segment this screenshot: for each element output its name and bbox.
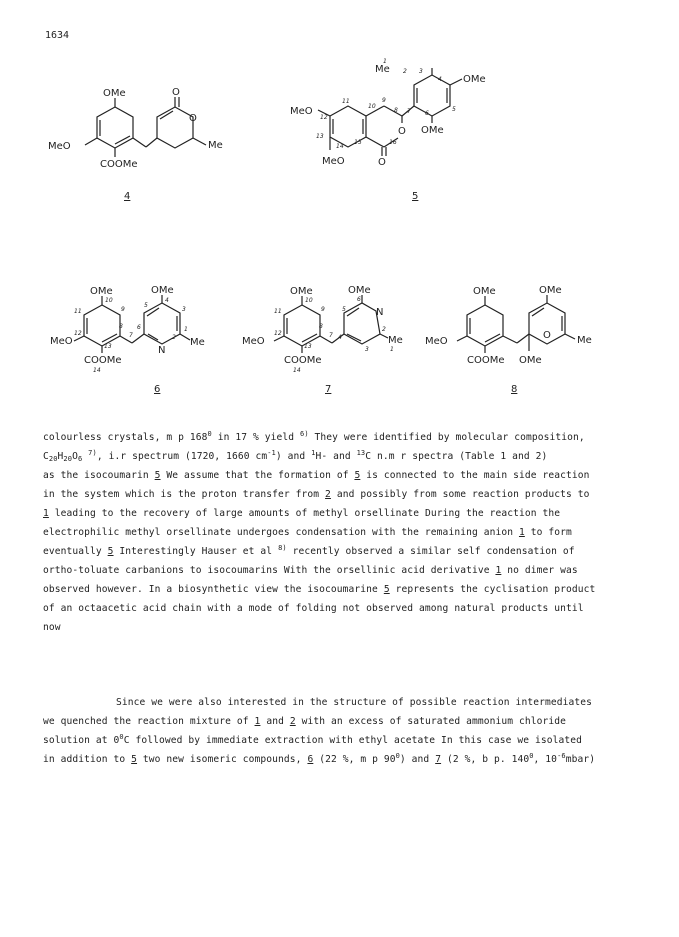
s5-num-9: 9	[382, 97, 386, 104]
s6-num-7: 7	[129, 332, 133, 339]
s6-me: Me	[190, 337, 205, 348]
s6-num-9: 9	[121, 306, 125, 313]
s4-o-ring: O	[189, 113, 197, 124]
compound-label-8: 8	[511, 384, 518, 395]
s7-num-1: 1	[390, 346, 394, 353]
s5-meo-bottom: MeO	[322, 156, 345, 167]
s5-o-ring: O	[398, 126, 406, 137]
s5-num-1: 1	[383, 58, 387, 65]
s4-meo: MeO	[48, 141, 71, 152]
structure-7	[240, 283, 415, 378]
s7-num-2: 2	[382, 326, 386, 333]
s5-num-11: 11	[342, 98, 350, 105]
s6-num-10: 10	[105, 297, 113, 304]
s5-num-7: 7	[407, 108, 411, 115]
s6-num-14: 14	[93, 367, 101, 374]
s5-num-15: 15	[354, 139, 362, 146]
s8-o-ring: O	[543, 330, 551, 341]
s7-n: N	[376, 307, 384, 318]
s4-coome: COOMe	[100, 159, 138, 170]
s7-num-5: 5	[342, 306, 346, 313]
s7-num-12: 12	[274, 330, 282, 337]
text-line: now	[43, 622, 61, 633]
s6-num-5: 5	[144, 302, 148, 309]
text-line: in addition to 5 two new isomeric compounds, 6 (22 %, m p $90^0$) and 7 (2 %, b p. $140^0$, $10^{-6}mbar$)	[43, 752, 596, 765]
s7-ome-left: OMe	[290, 286, 313, 297]
s8-coome: COOMe	[467, 355, 505, 366]
structure-8	[425, 283, 600, 378]
s6-num-13: 13	[104, 343, 112, 350]
structure-6	[50, 283, 225, 378]
s8-ome-right: OMe	[539, 285, 562, 296]
s7-num-3: 3	[365, 346, 369, 353]
text-line: Since we were also interested in the structure of possible reaction intermediates	[116, 697, 592, 708]
s6-num-4: 4	[165, 297, 169, 304]
s6-num-3: 3	[182, 306, 186, 313]
s5-num-2: 2	[403, 68, 407, 75]
text-line: in the system which is the proton transfer from 2 and possibly from some reaction products to	[43, 489, 590, 500]
s7-num-14: 14	[293, 367, 301, 374]
s5-meo-left: MeO	[290, 106, 313, 117]
text-line: as the isocoumarin 5 We assume that the formation of 5 is connected to the main side reaction	[43, 470, 590, 481]
s6-meo: MeO	[50, 336, 73, 347]
s5-num-5: 5	[452, 106, 456, 113]
s7-num-13: 13	[304, 343, 312, 350]
s7-num-6: 6	[357, 296, 361, 303]
s5-num-10: 10	[368, 103, 376, 110]
s6-num-2: 2	[172, 334, 176, 341]
s5-num-4: 4	[438, 76, 442, 83]
s8-ome-bottom: OMe	[519, 355, 542, 366]
text-line: solution at $0^0C$ followed by immediate extraction with ethyl acetate In this case we isolated	[43, 733, 583, 746]
s5-num-3: 3	[419, 68, 423, 75]
s7-num-8: 8	[319, 323, 323, 330]
compound-label-7: 7	[325, 384, 332, 395]
s5-num-6: 6	[425, 110, 429, 117]
text-line: observed however. In a biosynthetic view the isocoumarine 5 represents the cyclisation product	[43, 584, 596, 595]
text-line: 1 leading to the recovery of large amounts of methyl orsellinate During the reaction the	[43, 508, 561, 519]
s7-num-9: 9	[321, 306, 325, 313]
page-number: 1634	[45, 30, 70, 41]
s5-num-8: 8	[394, 107, 398, 114]
s6-num-8: 8	[119, 323, 123, 330]
s8-ome-left: OMe	[473, 286, 496, 297]
compound-label-5: 5	[412, 191, 419, 202]
s5-me: Me	[375, 64, 390, 75]
paragraph-2	[43, 693, 655, 769]
s7-me: Me	[388, 335, 403, 346]
s6-num-1: 1	[184, 326, 188, 333]
compound-label-4: 4	[124, 191, 131, 202]
s7-num-10: 10	[305, 297, 313, 304]
s6-coome: COOMe	[84, 355, 122, 366]
text-line: $C_{20}H_{20}O_6$ $^{7)}$, i.r spectrum (1720, 1660 $cm^{-1}$) and $^1$H- and $^{13}$C n.m r spectra (Table 1 and 2)	[43, 449, 548, 463]
s5-num-13: 13	[316, 133, 324, 140]
s5-num-16: 16	[389, 139, 397, 146]
text-line: electrophilic methyl orsellinate undergoes condensation with the remaining anion 1 to form	[43, 527, 572, 538]
s6-n: N	[158, 345, 166, 356]
s7-meo: MeO	[242, 336, 265, 347]
text-line: we quenched the reaction mixture of 1 and 2 with an excess of saturated ammonium chloride	[43, 716, 567, 727]
s7-num-7: 7	[329, 332, 333, 339]
s5-ome-top: OMe	[463, 74, 486, 85]
s7-num-4: 4	[338, 334, 342, 341]
text-line: ortho-toluate carbanions to isocoumarins With the orsellinic acid derivative 1 no dimer was	[43, 565, 578, 576]
s7-ome-right: OMe	[348, 285, 371, 296]
s7-coome: COOMe	[284, 355, 322, 366]
compound-label-6: 6	[154, 384, 161, 395]
s7-num-11: 11	[274, 308, 282, 315]
s6-ome-left: OMe	[90, 286, 113, 297]
s8-me: Me	[577, 335, 592, 346]
s5-ome-side: OMe	[421, 125, 444, 136]
s5-o-exo: O	[378, 157, 386, 168]
text-line: colourless crystals, m p $168^0$ in 17 % yield $^{6)}$ They were identified by molecular composition,	[43, 430, 585, 443]
s6-num-12: 12	[74, 330, 82, 337]
text-line: eventually 5 Interestingly Hauser et al $^{8)}$ recently observed a similar self condensation of	[43, 544, 575, 557]
s6-num-6: 6	[137, 324, 141, 331]
s4-me: Me	[208, 140, 223, 151]
paragraph-1	[43, 428, 655, 637]
s5-num-12: 12	[320, 114, 328, 121]
structure-5	[290, 58, 510, 178]
s4-ome: OMe	[103, 88, 126, 99]
s6-num-11: 11	[74, 308, 82, 315]
structure-4	[45, 85, 230, 180]
s8-meo: MeO	[425, 336, 448, 347]
text-line: of an octaacetic acid chain with a mode of folding not observed among natural products until	[43, 603, 584, 614]
s4-o-exo: O	[172, 87, 180, 98]
s5-num-14: 14	[336, 143, 344, 150]
s6-ome-right: OMe	[151, 285, 174, 296]
